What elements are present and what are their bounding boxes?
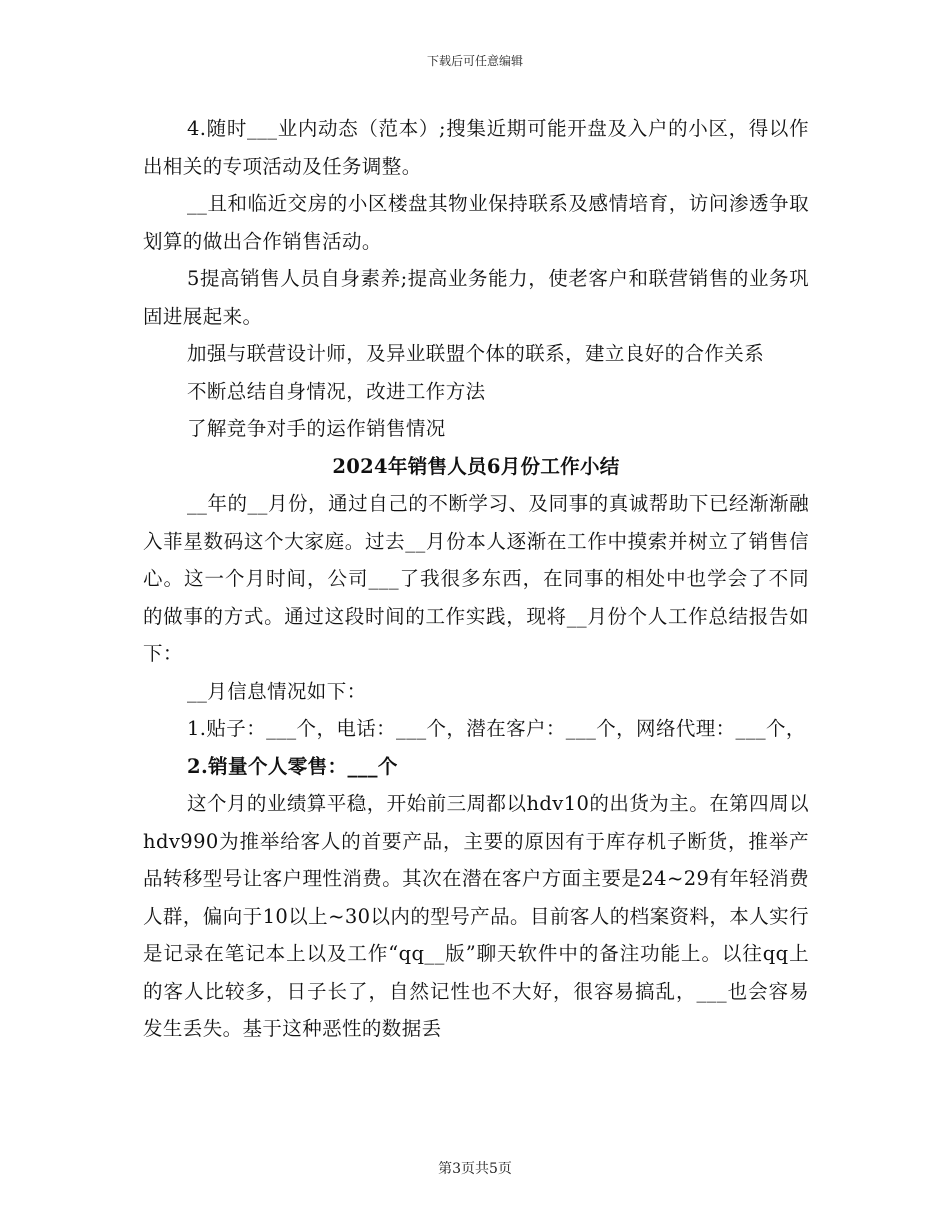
paragraph-performance: 这个月的业绩算平稳，开始前三周都以hdv10的出货为主。在第四周以hdv990为推举给客人的首要产品，主要的原因有于库存机子断货，推举产品转移型号让客户理性消费。其次在潜在客户方面主要是24~29有年轻消费人群，偏向于10以上~30以内的型号产品。目前客人的档案资料，本人实行是记录在笔记本上以及工作“qq__版”聊天软件中的备注功能上。以往qq上的客人比较多，日子长了，自然记性也不大好，很容易搞乱，___也会容易发生丢失。基于这种恶性的数据丢 bbox=[143, 792, 809, 1040]
paragraph-intro: __年的__月份，通过自己的不断学习、及同事的真诚帮助下已经渐渐融入菲星数码这个大家庭。过去__月份本人逐渐在工作中摸索并树立了销售信心。这一个月时间，公司___了我很多东西，在同事的相处中也学会了不同的做事的方式。通过这段时间的工作实践，现将__月份个人工作总结报告如下： bbox=[143, 492, 809, 665]
page-number: 第3页共5页 bbox=[438, 1161, 512, 1177]
paragraph-info-heading: __月信息情况如下： bbox=[187, 679, 367, 703]
paragraph-know-competitors: 了解竞争对手的运作销售情况 bbox=[187, 417, 446, 440]
paragraph-improve-quality: 5提高销售人员自身素养;提高业务能力，使老客户和联营销售的业务巩固进展起来。 bbox=[143, 267, 809, 328]
paragraph-info-stats: 1.贴子：___个，电话：___个，潜在客户：___个，网络代理：___个， bbox=[187, 717, 806, 740]
page-header: 下载后可任意编辑 bbox=[426, 54, 523, 68]
paragraph-summarize-self: 不断总结自身情况，改进工作方法 bbox=[187, 379, 486, 403]
document-title: 2024年销售人员6月份工作小结 bbox=[332, 454, 620, 478]
paragraph-track-industry: 4.随时___业内动态（范本）;搜集近期可能开盘及入户的小区，得以作出相关的专项活动及任务调整。 bbox=[143, 117, 809, 178]
document-body bbox=[143, 110, 809, 1048]
paragraph-sales-volume: 2.销量个人零售：___个 bbox=[187, 754, 398, 778]
paragraph-property-contact: __且和临近交房的小区楼盘其物业保持联系及感情培育，访问渗透争取划算的做出合作销售活动。 bbox=[143, 192, 809, 253]
paragraph-strengthen-partners: 加强与联营设计师，及异业联盟个体的联系，建立良好的合作关系 bbox=[187, 342, 765, 365]
